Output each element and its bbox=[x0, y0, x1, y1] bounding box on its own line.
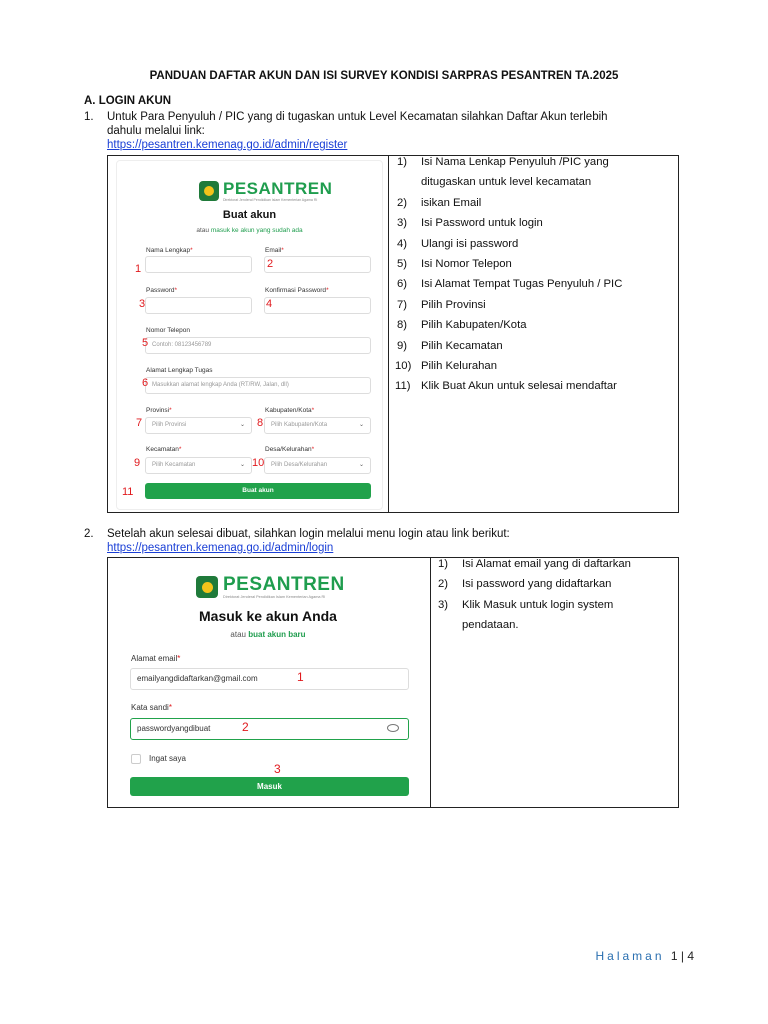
register-brand-sub: Direktorat Jenderal Pendidikan Islam Kementerian Agama RI bbox=[223, 198, 318, 202]
password-label: Password* bbox=[146, 287, 178, 294]
nama-label: Nama Lengkap* bbox=[146, 247, 193, 254]
marker-5: 5 bbox=[142, 337, 149, 349]
kecamatan-select[interactable]: Pilih Kecamatan ⌄ bbox=[145, 457, 252, 474]
login-subline bbox=[110, 630, 426, 639]
register-form-screenshot bbox=[116, 160, 383, 510]
marker-1: 1 bbox=[297, 670, 304, 684]
telepon-label: Nomor Telepon bbox=[146, 327, 190, 334]
login-link[interactable]: https://pesantren.kemenag.go.id/admin/login bbox=[107, 542, 334, 554]
instruction-item: 3) Isi Password untuk login bbox=[397, 217, 543, 230]
login-heading: Masuk ke akun Anda bbox=[199, 608, 337, 624]
document-title: PANDUAN DAFTAR AKUN DAN ISI SURVEY KONDISI SARPRAS PESANTREN TA.2025 bbox=[149, 70, 619, 82]
konfirmasi-input[interactable] bbox=[264, 297, 371, 314]
instruction-item: pendataan. bbox=[462, 619, 519, 632]
register-link[interactable]: https://pesantren.kemenag.go.id/admin/register bbox=[107, 139, 348, 151]
chevron-down-icon: ⌄ bbox=[239, 462, 245, 468]
kabupaten-label: Kabupaten/Kota* bbox=[265, 407, 315, 414]
table-divider bbox=[388, 156, 389, 512]
email-input[interactable]: emailyangdidaftarkan@gmail.com bbox=[130, 668, 409, 690]
step2-instruction-list bbox=[432, 554, 678, 636]
step1-instruction-list bbox=[391, 152, 679, 397]
register-subline bbox=[117, 227, 382, 234]
provinsi-select[interactable]: Pilih Provinsi ⌄ bbox=[145, 417, 252, 434]
instruction-item: 3) Klik Masuk untuk login system bbox=[438, 598, 614, 611]
buat-akun-button[interactable]: Buat akun bbox=[145, 483, 371, 499]
alamat-input[interactable]: Masukkan alamat lengkap Anda (RT/RW, Jalan, dll) bbox=[145, 377, 371, 394]
kemenag-logo-icon bbox=[196, 576, 218, 598]
marker-2: 2 bbox=[267, 258, 274, 270]
instruction-item: 5) Isi Nomor Telepon bbox=[397, 258, 512, 271]
register-heading: Buat akun bbox=[222, 209, 277, 221]
instruction-item: 10) Pilih Kelurahan bbox=[395, 360, 497, 373]
instruction-item: 6) Isi Alamat Tempat Tugas Penyuluh / PIC bbox=[397, 278, 623, 291]
kecamatan-label: Kecamatan* bbox=[146, 446, 182, 453]
instruction-item: 2) isikan Email bbox=[397, 196, 482, 209]
step1-text bbox=[107, 110, 727, 138]
section-a-heading: A. LOGIN AKUN bbox=[84, 95, 172, 107]
instruction-item: 1) Isi Alamat email yang di daftarkan bbox=[438, 558, 631, 570]
step1-table bbox=[107, 155, 679, 513]
kabupaten-select[interactable]: Pilih Kabupaten/Kota ⌄ bbox=[264, 417, 371, 434]
remember-checkbox[interactable] bbox=[131, 754, 141, 764]
marker-2: 2 bbox=[242, 720, 249, 734]
footer-label: Halaman bbox=[595, 949, 665, 963]
instruction-item: 7) Pilih Provinsi bbox=[397, 298, 486, 311]
register-sub-prefix: atau bbox=[196, 227, 211, 234]
create-account-link[interactable]: buat akun baru bbox=[248, 630, 306, 639]
chevron-down-icon: ⌄ bbox=[358, 422, 364, 428]
instruction-item: 2) Isi password yang didaftarkan bbox=[438, 578, 612, 591]
login-brand: PESANTREN bbox=[223, 574, 345, 595]
marker-7: 7 bbox=[136, 417, 143, 429]
page-number: 1 | 4 bbox=[670, 949, 694, 963]
instruction-item: 11) Klik Buat Akun untuk selesai mendaftar bbox=[395, 380, 617, 393]
step2-text: Setelah akun selesai dibuat, silahkan login melalui menu login atau link berikut: bbox=[107, 528, 510, 540]
table-divider bbox=[430, 558, 431, 807]
instruction-item: 8) Pilih Kabupaten/Kota bbox=[397, 319, 527, 332]
password-label: Kata sandi* bbox=[131, 703, 172, 712]
step1-text-line1: Untuk Para Penyuluh / PIC yang di tugaskan untuk Level Kecamatan silahkan Daftar Akun terlebih bbox=[107, 111, 608, 123]
provinsi-label: Provinsi* bbox=[146, 407, 172, 414]
marker-3: 3 bbox=[274, 762, 281, 776]
login-form-screenshot bbox=[110, 560, 426, 805]
marker-11: 11 bbox=[122, 486, 134, 498]
page-footer bbox=[595, 949, 694, 963]
desa-label: Desa/Kelurahan* bbox=[265, 446, 315, 453]
password-input[interactable] bbox=[145, 297, 252, 314]
instruction-item: ditugaskan untuk level kecamatan bbox=[421, 176, 592, 189]
marker-9: 9 bbox=[134, 457, 141, 469]
step2-number: 2. bbox=[84, 528, 94, 540]
register-brand: PESANTREN bbox=[223, 179, 333, 198]
login-brand-sub: Direktorat Jenderal Pendidikan Islam Kementerian Agama RI bbox=[223, 595, 326, 599]
email-label: Email* bbox=[265, 247, 284, 254]
marker-3: 3 bbox=[139, 298, 146, 310]
instruction-item: 9) Pilih Kecamatan bbox=[397, 339, 503, 352]
step1-text-line2: dahulu melalui link: bbox=[107, 125, 205, 137]
eye-slash-icon[interactable] bbox=[387, 724, 399, 732]
password-input[interactable]: passwordyangdibuat bbox=[130, 718, 409, 740]
nama-input[interactable] bbox=[145, 256, 252, 273]
chevron-down-icon: ⌄ bbox=[239, 422, 245, 428]
login-sub-prefix: atau bbox=[230, 630, 249, 639]
email-input[interactable] bbox=[264, 256, 371, 273]
masuk-button[interactable]: Masuk bbox=[130, 777, 409, 796]
remember-label: Ingat saya bbox=[149, 754, 186, 763]
kemenag-logo-icon bbox=[199, 181, 219, 201]
marker-10: 10 bbox=[252, 457, 265, 469]
instruction-item: 4) Ulangi isi password bbox=[397, 237, 519, 250]
step1-number: 1. bbox=[84, 111, 94, 123]
marker-4: 4 bbox=[266, 298, 273, 310]
alamat-label: Alamat Lengkap Tugas bbox=[146, 367, 213, 374]
email-label: Alamat email* bbox=[131, 654, 181, 663]
konfirmasi-label: Konfirmasi Password* bbox=[265, 287, 329, 294]
login-existing-link[interactable]: masuk ke akun yang sudah ada bbox=[210, 227, 303, 234]
instruction-item: 1) Isi Nama Lenkap Penyuluh /PIC yang bbox=[397, 156, 609, 168]
desa-select[interactable]: Pilih Desa/Kelurahan ⌄ bbox=[264, 457, 371, 474]
telepon-input[interactable]: Contoh: 08123456789 bbox=[145, 337, 371, 354]
marker-6: 6 bbox=[142, 377, 149, 389]
chevron-down-icon: ⌄ bbox=[358, 462, 364, 468]
marker-8: 8 bbox=[257, 417, 264, 429]
marker-1: 1 bbox=[135, 263, 142, 275]
step2-table bbox=[107, 557, 679, 808]
